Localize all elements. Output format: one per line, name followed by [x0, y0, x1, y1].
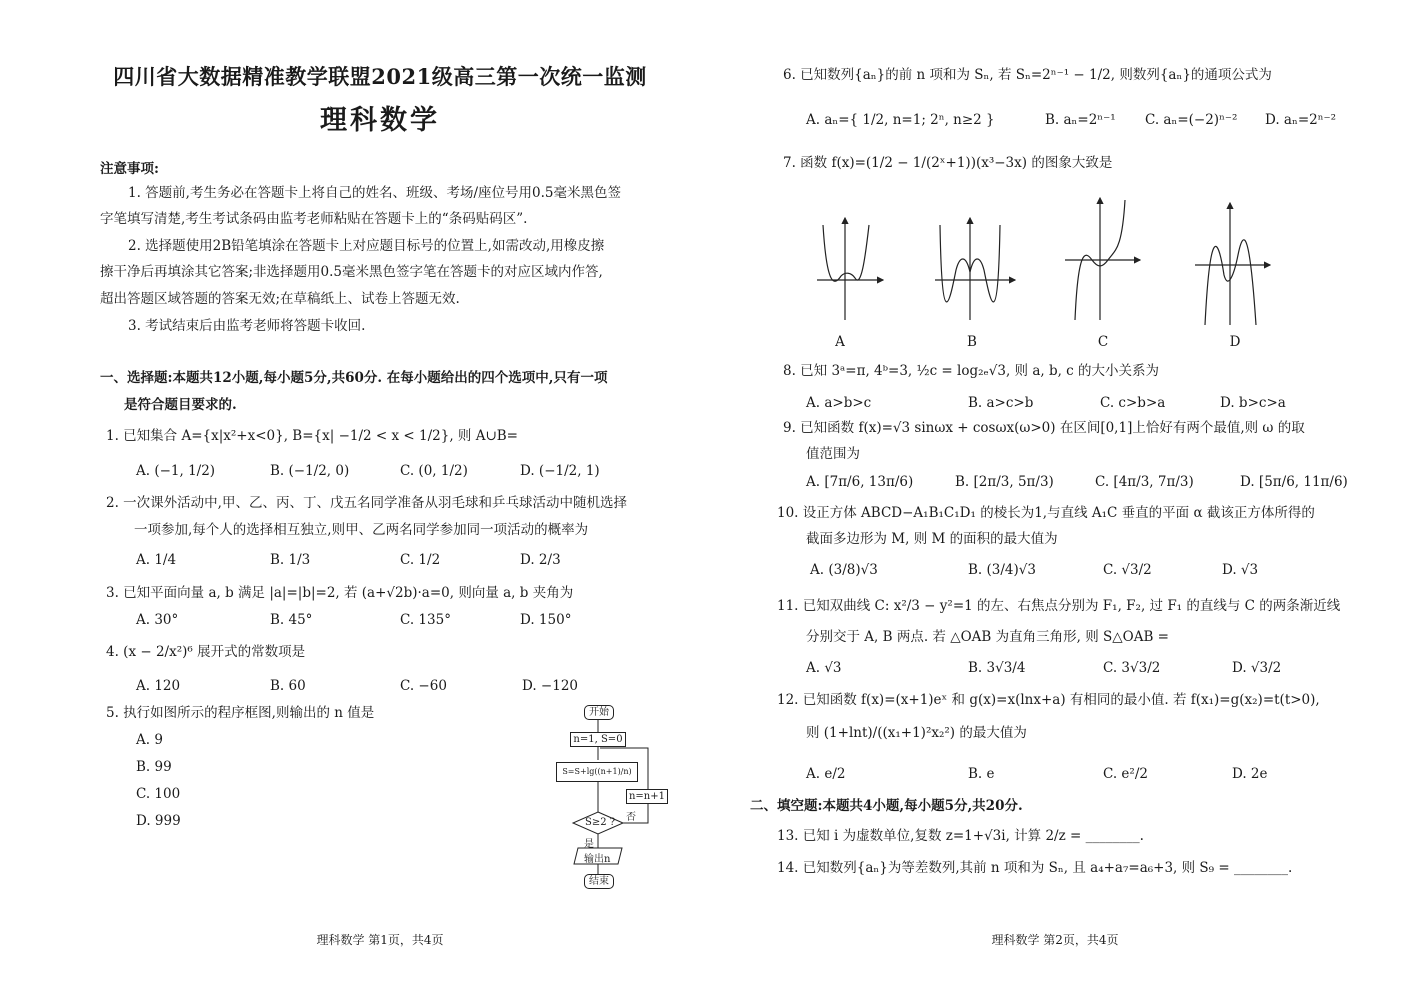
option: D. 2/3 [520, 552, 561, 568]
option: D. 999 [136, 813, 181, 829]
option: A. (−1, 1/2) [136, 463, 216, 479]
question-stem: 11. 已知双曲线 C: x²/3 − y²=1 的左、右焦点分别为 F₁, F₂, 过 F₁ 的直线与 C 的两条渐近线 [777, 598, 1341, 614]
question-stem: 分别交于 A, B 两点. 若 △OAB 为直角三角形, 则 S△OAB = [806, 629, 1169, 645]
option: B. 45° [270, 612, 313, 628]
question-stem: 10. 设正方体 ABCD−A₁B₁C₁D₁ 的棱长为1,与直线 A₁C 垂直的平面 α 截该正方体所得的 [777, 505, 1315, 521]
option: D. [5π/6, 11π/6) [1240, 474, 1348, 490]
option: D. 150° [520, 612, 572, 628]
option: B. 1/3 [270, 552, 311, 568]
option: C. −60 [400, 678, 447, 694]
section-heading: 是符合题目要求的. [124, 397, 237, 413]
option: A. a>b>c [806, 395, 872, 411]
flowchart-yes: 是 [584, 839, 594, 850]
note-line: 3. 考试结束后由监考老师将答题卡收回. [128, 318, 366, 334]
option: A. 9 [136, 732, 163, 748]
question-stem: 12. 已知函数 f(x)=(x+1)eˣ 和 g(x)=x(lnx+a) 有相同的最小值. 若 f(x₁)=g(x₂)=t(t>0), [777, 692, 1320, 708]
question-stem: 13. 已知 i 为虚数单位,复数 z=1+√3i, 计算 2/z = ________. [777, 828, 1144, 844]
option: D. √3 [1222, 562, 1259, 578]
graph-label: B [967, 334, 977, 350]
option: A. √3 [806, 660, 842, 676]
question-stem: 2. 一次课外活动中,甲、乙、丙、丁、戊五名同学准备从羽毛球和乒乓球活动中随机选择 [106, 495, 627, 511]
flowchart [560, 700, 670, 890]
question-stem: 值范围为 [806, 446, 860, 462]
question-stem: 3. 已知平面向量 a, b 满足 |a|=|b|=2, 若 (a+√2b)·a=0, 则向量 a, b 夹角为 [106, 585, 574, 601]
question-stem: 6. 已知数列{aₙ}的前 n 项和为 Sₙ, 若 Sₙ=2ⁿ⁻¹ − 1/2, 则数列{aₙ}的通项公式为 [783, 67, 1272, 83]
flowchart-update: S=S+lg((n+1)/n) [556, 762, 638, 782]
flowchart-start: 开始 [584, 705, 614, 720]
graph-d [1195, 203, 1270, 325]
note-line: 擦干净后再填涂其它答案;非选择题用0.5毫米黑色签字笔在答题卡的对应区域内作答, [100, 264, 603, 280]
page-footer: 理科数学 第1页，共4页 [316, 933, 444, 947]
option: D. √3/2 [1232, 660, 1282, 676]
page-footer: 理科数学 第2页，共4页 [991, 933, 1119, 947]
option: B. 3√3/4 [968, 660, 1026, 676]
option: B. 99 [136, 759, 172, 775]
question-stem: 截面多边形为 M, 则 M 的面积的最大值为 [806, 531, 1058, 547]
question-stem: 5. 执行如图所示的程序框图,则输出的 n 值是 [106, 705, 375, 721]
option: A. 1/4 [136, 552, 177, 568]
option: B. [2π/3, 5π/3) [955, 474, 1054, 490]
flowchart-increment: n=n+1 [626, 789, 668, 804]
option: C. e²/2 [1103, 766, 1148, 782]
option: C. 3√3/2 [1103, 660, 1161, 676]
option: C. aₙ=(−2)ⁿ⁻² [1145, 112, 1238, 128]
option: B. (−1/2, 0) [270, 463, 350, 479]
graph-label: C [1097, 334, 1109, 350]
question-stem: 8. 已知 3ᵃ=π, 4ᵇ=3, ½c = log₂ₑ√3, 则 a, b, c 的大小关系为 [783, 363, 1160, 379]
section-heading: 一、选择题:本题共12小题,每小题5分,共60分. 在每小题给出的四个选项中,只有一项 [100, 370, 608, 386]
option: C. 135° [400, 612, 451, 628]
graph-a [817, 218, 883, 320]
option: C. c>b>a [1100, 395, 1166, 411]
graph-c [1065, 198, 1140, 320]
option: A. (3/8)√3 [810, 562, 878, 578]
flowchart-condition: S≥2 ? [585, 817, 616, 828]
graph-label: D [1229, 334, 1241, 350]
option: B. (3/4)√3 [968, 562, 1036, 578]
option: B. e [968, 766, 995, 782]
flowchart-no: 否 [626, 812, 636, 823]
question-stem: 1. 已知集合 A={x|x²+x<0}, B={x| −1/2 < x < 1/2}, 则 A∪B= [106, 428, 518, 444]
option: A. 30° [136, 612, 179, 628]
option: A. 120 [136, 678, 181, 694]
flowchart-end: 结束 [584, 874, 614, 889]
option: B. aₙ=2ⁿ⁻¹ [1045, 112, 1116, 128]
option: C. (0, 1/2) [400, 463, 468, 479]
option: D. 2e [1232, 766, 1268, 782]
option: C. 1/2 [400, 552, 441, 568]
option: C. √3/2 [1103, 562, 1152, 578]
notes-heading: 注意事项: [100, 161, 159, 177]
q7-graphs [800, 195, 1320, 335]
question-stem: 4. (x − 2/x²)⁶ 展开式的常数项是 [106, 644, 306, 660]
flowchart-output: 输出n [584, 854, 611, 865]
option: A. [7π/6, 13π/6) [806, 474, 914, 490]
page-subtitle: 理科数学 [320, 105, 440, 136]
note-line: 超出答题区域答题的答案无效;在草稿纸上、试卷上答题无效. [100, 291, 460, 307]
flowchart-init: n=1, S=0 [570, 732, 626, 747]
option: D. −120 [522, 678, 579, 694]
option: D. aₙ=2ⁿ⁻² [1265, 112, 1337, 128]
question-stem: 一项参加,每个人的选择相互独立,则甲、乙两名同学参加同一项活动的概率为 [134, 522, 589, 538]
question-stem: 14. 已知数列{aₙ}为等差数列,其前 n 项和为 Sₙ, 且 a₄+a₇=a₆+3, 则 S₉ = ________. [777, 860, 1293, 876]
section-heading: 二、填空题:本题共4小题,每小题5分,共20分. [750, 798, 1023, 814]
note-line: 1. 答题前,考生务必在答题卡上将自己的姓名、班级、考场/座位号用0.5毫米黑色签 [128, 185, 621, 201]
option: A. e/2 [806, 766, 846, 782]
option: D. b>c>a [1220, 395, 1286, 411]
option: C. [4π/3, 7π/3) [1095, 474, 1194, 490]
note-line: 2. 选择题使用2B铅笔填涂在答题卡上对应题目标号的位置上,如需改动,用橡皮擦 [128, 238, 605, 254]
question-stem: 9. 已知函数 f(x)=√3 sinωx + cosωx(ω>0) 在区间[0,1]上恰好有两个最值,则 ω 的取 [783, 420, 1305, 436]
question-stem: 7. 函数 f(x)=(1/2 − 1/(2ˣ+1))(x³−3x) 的图象大致是 [783, 155, 1113, 171]
note-line: 字笔填写清楚,考生考试条码由监考老师粘贴在答题卡上的“条码贴码区”. [100, 211, 528, 227]
question-stem: 则 (1+lnt)/((x₁+1)²x₂²) 的最大值为 [806, 725, 1027, 741]
option: D. (−1/2, 1) [520, 463, 600, 479]
option: B. a>c>b [968, 395, 1034, 411]
option: B. 60 [270, 678, 306, 694]
graph-label: A [835, 334, 845, 350]
option: A. aₙ={ 1/2, n=1; 2ⁿ, n≥2 } [806, 112, 995, 128]
graph-b [935, 218, 1015, 320]
page-title: 四川省大数据精准教学联盟2021级高三第一次统一监测 [113, 64, 647, 89]
option: C. 100 [136, 786, 181, 802]
